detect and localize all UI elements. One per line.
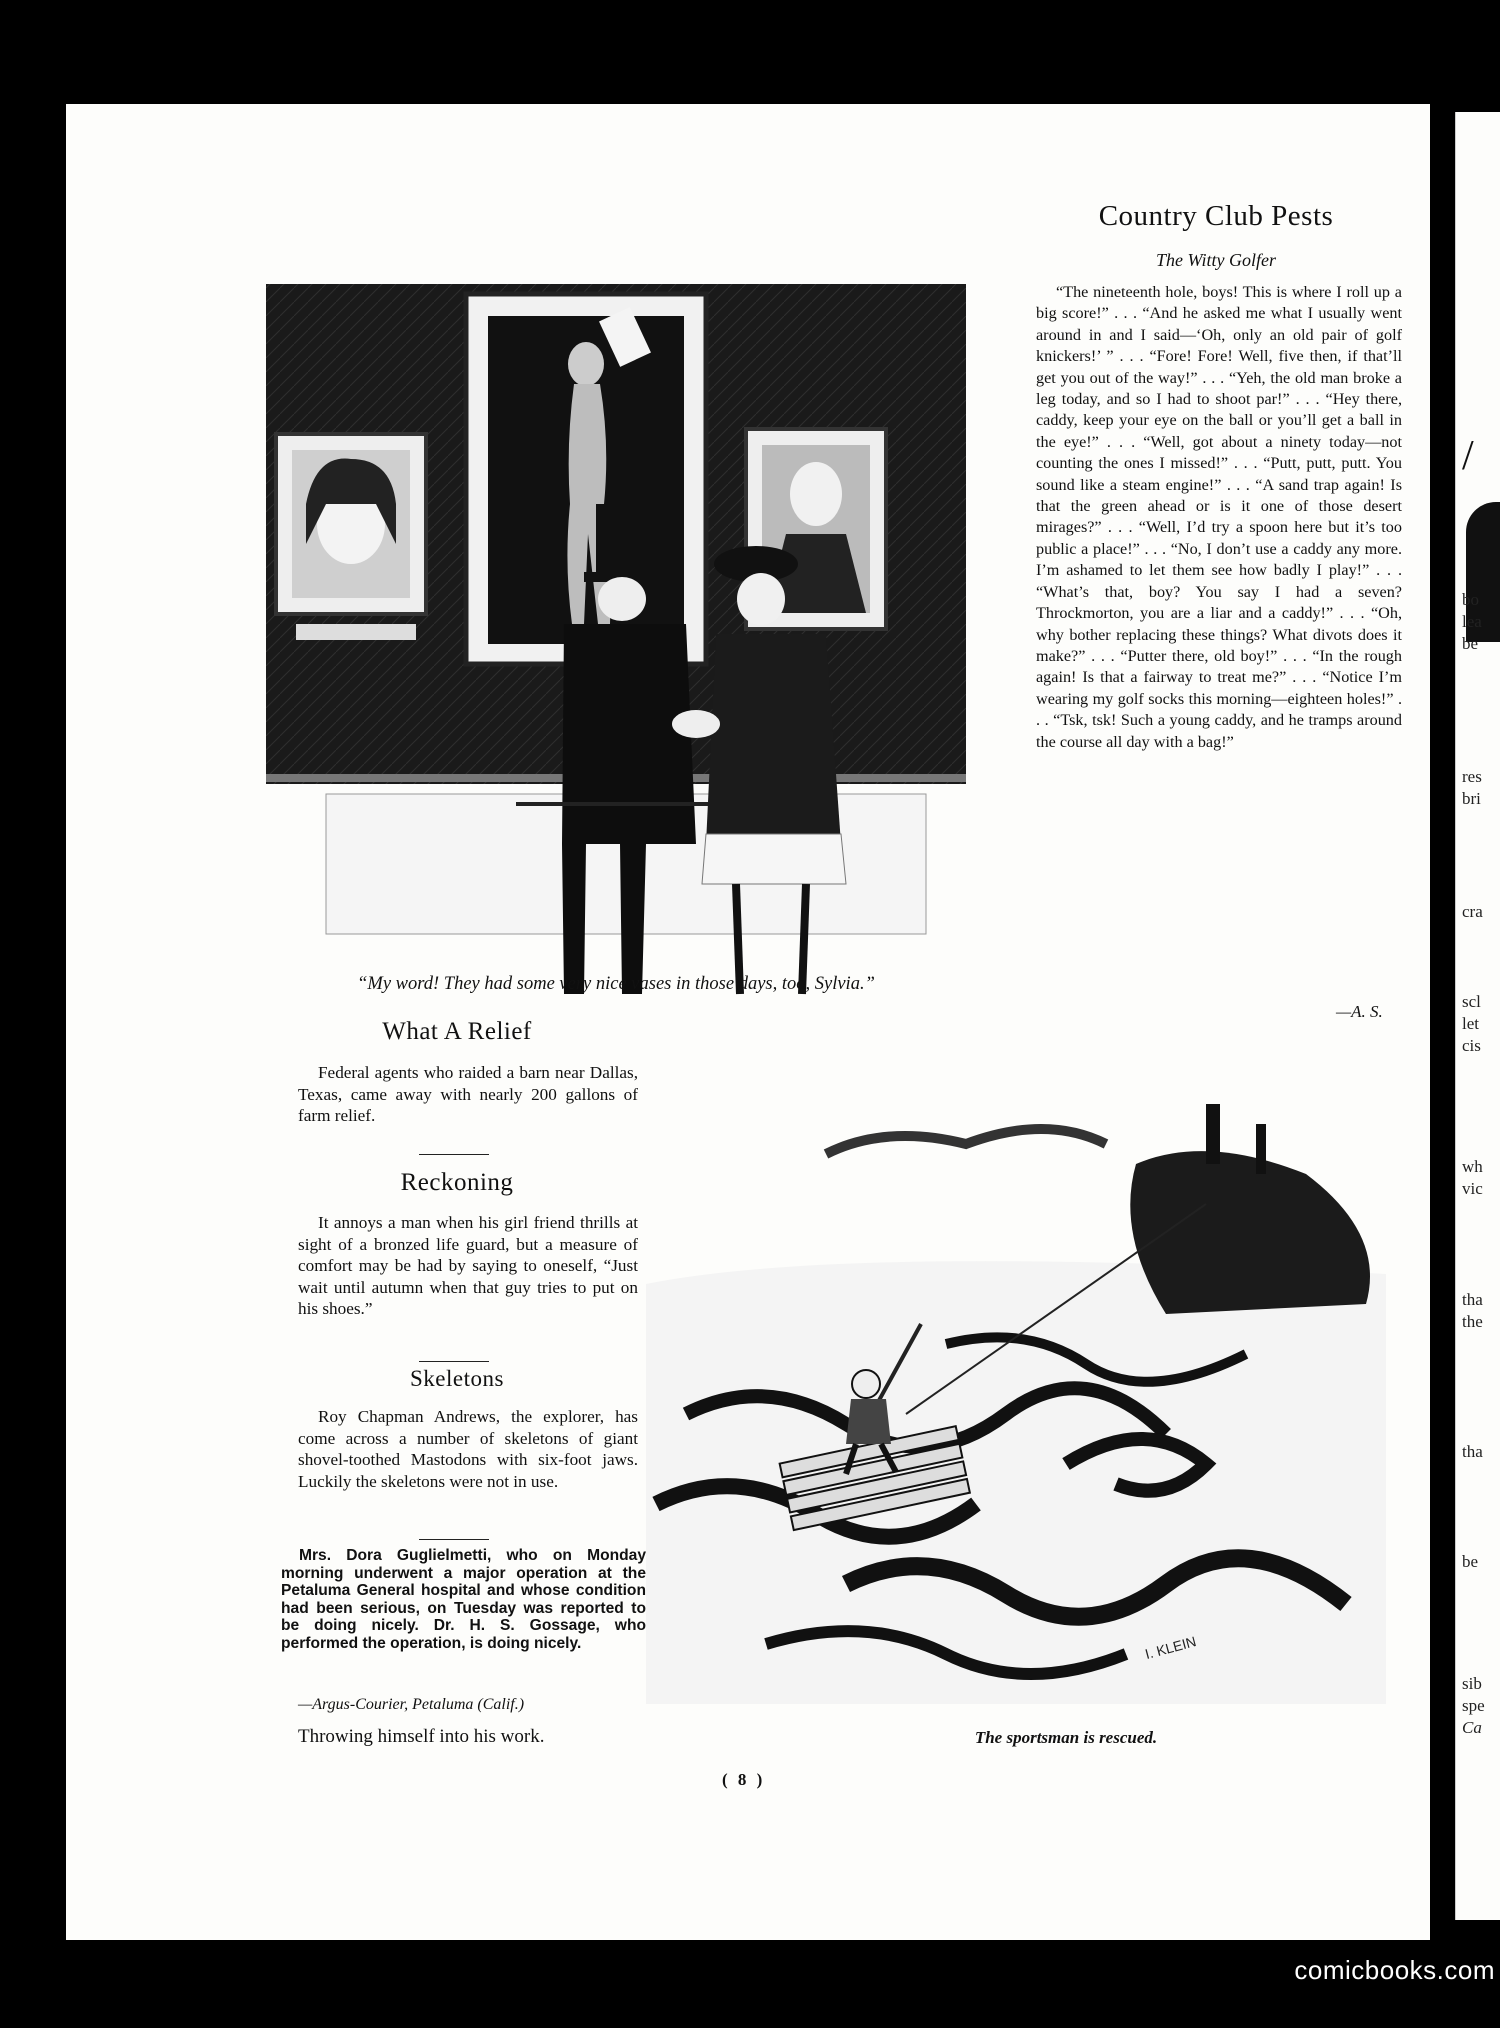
skeletons-title: Skeletons [410, 1366, 504, 1391]
source-watermark: comicbooks.com [1294, 1955, 1495, 1985]
facing-page-fragment: Ca [1462, 1718, 1482, 1737]
reckoning-body: It annoys a man when his girl friend thrills at sight of a bronzed life guard, but a measure of comfort may be had by saying to oneself, “Just wait until autumn when that guy tries to put on his shoes.” [298, 1213, 638, 1318]
facing-page-fragment: cis [1462, 1036, 1481, 1055]
clipping-punchline: Throwing himself into his work. [298, 1726, 545, 1747]
facing-page-fragment: sib [1462, 1674, 1482, 1693]
facing-page-edge [1455, 112, 1500, 1920]
facing-page-fragment: lea [1462, 612, 1482, 631]
facing-page-fragment: res [1462, 767, 1482, 786]
facing-page-heading-fragment: / [1462, 433, 1474, 479]
raft-cartoon-caption: The sportsman is rescued. [974, 1728, 1158, 1747]
relief-body: Federal agents who raided a barn near Dallas, Texas, came away with nearly 200 gallons of farm relief. [298, 1063, 638, 1125]
facing-page-fragment: be [1462, 634, 1479, 653]
country-club-title: Country Club Pests [1098, 200, 1334, 232]
facing-page-fragment: bri [1462, 789, 1481, 808]
museum-cartoon-caption: “My word! They had some very nice vases in those days, too, Sylvia.” [357, 974, 875, 994]
facing-page-fragment: tha [1462, 1290, 1483, 1309]
clipping-text: Mrs. Dora Guglielmetti, who on Monday morning underwent a major operation at the Petaluma General hospital and whose condition had been serious, on Tuesday was reported to be doing nicely. Dr. H. S. Gossage, who performed the operation, is doing nicely. [281, 1547, 646, 1652]
facing-page-fragment: be [1462, 1552, 1479, 1571]
facing-page-fragment: let [1462, 1014, 1479, 1033]
reckoning-title: Reckoning [400, 1169, 514, 1196]
raft-cartoon [646, 1084, 1386, 1704]
facing-page-fragment: spe [1462, 1696, 1485, 1715]
facing-page-fragment: bo [1462, 590, 1479, 609]
magazine-page [66, 104, 1430, 1940]
facing-page-fragment: wh [1462, 1157, 1483, 1176]
relief-title: What A Relief [382, 1018, 532, 1045]
section-divider [419, 1539, 489, 1540]
country-club-signature: —A. S. [1336, 1002, 1383, 1021]
facing-page-fragment: scl [1462, 992, 1481, 1011]
raft-cartoon-artist-signature: I. KLEIN [1143, 1633, 1198, 1663]
country-club-body: “The nineteenth hole, boys! This is where I roll up a big score!” . . . “And he asked me what I usually went around in and I said—‘Oh, only an old pair of golf knickers!’ ” . . . “Fore! Fore! Well, five then, if that’ll get you out of the way!” . . . “Yeh, the old man broke a leg today, and so I had to shoot par!” . . . “Hey there, caddy, keep your eye on the ball or you’ll get a ball in the eye!” . . . “Well, got about a ninety today—not counting the ones I missed!” . . . “Putt, putt, putt. You sound like a steam engine!” . . . “A sand trap again! Is that the green ahead or is it one of those desert mirages?” . . . “Well, I’d try a spoon here but it’s too public a place!” . . . “No, I don’t use a caddy any more. I’m ashamed to let them see how badly I play!” . . . “What’s that, boy? You say I had a seven? Throckmorton, you are a liar and a caddy!” . . . “Oh, why bother replacing these things? What divots does it make?” . . . “Putter there, old boy!” . . . “In the rough again! Is that a fairway to treat me?” . . . “Notice I’m wearing my golf socks this morning—eighteen holes!” . . . “Tsk, tsk! Such a young caddy, and he tramps around the course all day with a bag!” [1036, 283, 1402, 751]
clipping-source: —Argus-Courier, Petaluma (Calif.) [298, 1696, 525, 1713]
museum-cartoon [266, 204, 966, 1024]
section-divider [419, 1361, 489, 1362]
facing-page-fragment: tha [1462, 1442, 1483, 1461]
facing-page-fragment: the [1462, 1312, 1483, 1331]
facing-page-fragment: cra [1462, 902, 1483, 921]
section-divider [419, 1154, 489, 1155]
country-club-subtitle: The Witty Golfer [1156, 250, 1276, 270]
page-number: ( 8 ) [722, 1770, 766, 1789]
skeletons-body: Roy Chapman Andrews, the explorer, has come across a number of skeletons of giant shovel-toothed Mastodons with six-foot jaws. Luckily the skeletons were not in use. [298, 1407, 638, 1491]
facing-page-fragment: vic [1462, 1179, 1483, 1198]
